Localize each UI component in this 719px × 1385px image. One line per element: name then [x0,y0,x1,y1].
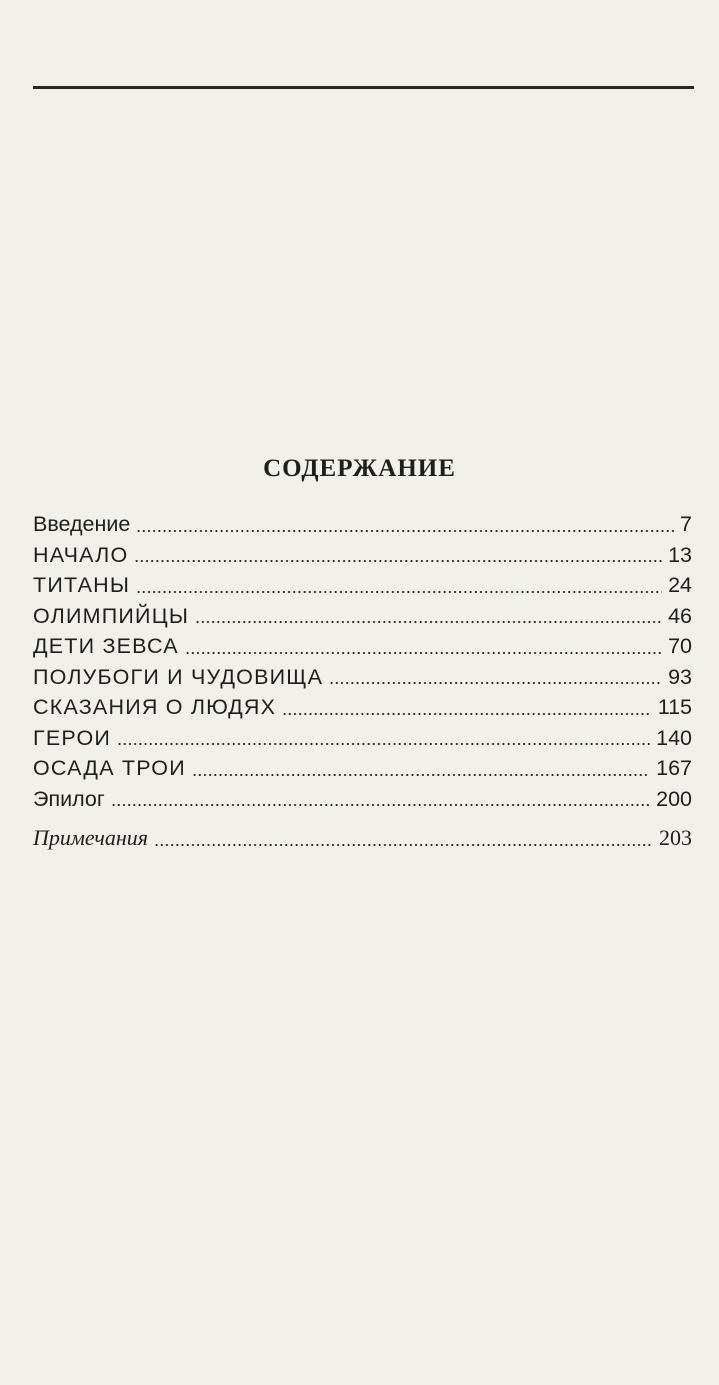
table-of-contents [33,509,692,854]
toc-entry [33,723,692,754]
dot-leader [136,570,662,601]
header-rule [33,86,694,89]
dot-leader [192,753,650,784]
toc-entry-label: ОСАДА ТРОИ [33,756,186,780]
toc-notes-label: Примечания [33,825,149,850]
toc-entry [33,692,692,723]
toc-entry-label: ГЕРОИ [33,725,112,750]
toc-notes-page: 203 [659,825,692,850]
dot-leader [117,723,650,754]
dot-leader [282,692,652,723]
toc-entry [33,540,692,571]
toc-entry-label: НАЧАЛО [33,542,129,567]
dot-leader [185,631,662,662]
toc-entry-label: Эпилог [33,786,105,811]
dot-leader [195,601,662,632]
toc-entry-page: 13 [668,542,692,567]
toc-entry-page: 24 [668,573,692,597]
dot-leader [136,509,674,540]
toc-entry-page: 7 [680,512,692,536]
toc-entry [33,662,692,693]
toc-entry-label: СКАЗАНИЯ О ЛЮДЯХ [33,695,277,719]
toc-entry-page: 140 [656,725,692,750]
toc-entry-label: Введение [33,512,131,536]
toc-entry-label: ОЛИМПИЙЦЫ [33,603,190,628]
toc-entry [33,509,692,540]
toc-entry-page: 46 [668,603,692,628]
toc-entry [33,784,692,815]
toc-entry-notes [33,823,692,854]
toc-entry-page: 115 [657,695,692,719]
dot-leader [154,823,653,854]
toc-entry [33,570,692,601]
toc-entry-page: 167 [656,756,692,780]
toc-entry [33,753,692,784]
toc-entry-page: 93 [668,664,692,689]
toc-entry-page: 200 [656,786,692,811]
dot-leader [134,540,662,571]
toc-entry-label: ПОЛУБОГИ И ЧУДОВИЩА [33,664,324,689]
toc-entry [33,601,692,632]
dot-leader [111,784,650,815]
toc-entry [33,631,692,662]
dot-leader [329,662,662,693]
toc-entry-page: 70 [668,634,692,658]
toc-entry-label: ДЕТИ ЗЕВСА [33,634,179,658]
toc-title: СОДЕРЖАНИЕ [263,455,456,482]
toc-entry-label: ТИТАНЫ [33,573,131,597]
